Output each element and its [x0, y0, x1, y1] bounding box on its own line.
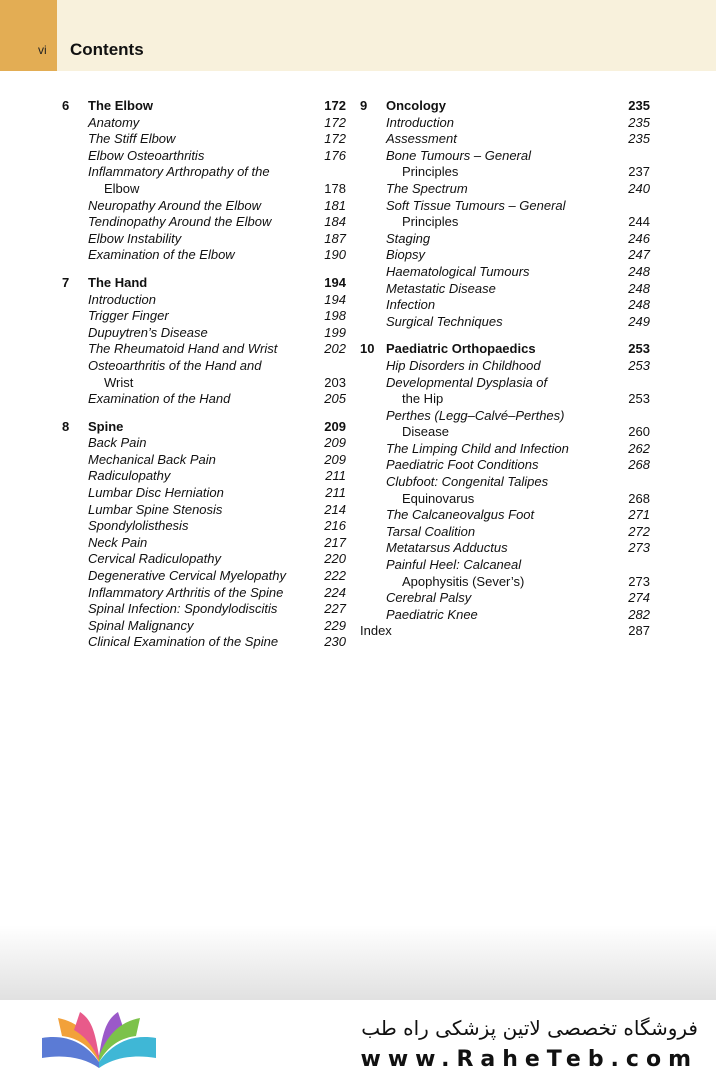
toc-entry-row — [62, 181, 346, 198]
page-ref: 271 — [628, 507, 650, 523]
page-ref: 247 — [628, 247, 650, 263]
toc-entry-row — [360, 375, 650, 392]
entry-title: Perthes (Legg–Calvé–Perthes) — [386, 407, 565, 423]
entry-title: Mechanical Back Pain — [88, 451, 216, 467]
page-ref: 273 — [628, 573, 650, 589]
toc-entry-row — [360, 198, 650, 215]
entry-title: Cerebral Palsy — [386, 590, 472, 606]
chapter-title: The Elbow — [88, 98, 153, 113]
page-ref: 217 — [324, 534, 346, 550]
toc-entry-row — [62, 485, 346, 502]
toc-entry-row — [360, 557, 650, 574]
page-ref: 246 — [628, 230, 650, 246]
toc-entry-row — [62, 634, 346, 651]
page-ref: 176 — [324, 147, 346, 163]
page-ref: 248 — [628, 263, 650, 279]
toc-entry-row — [62, 164, 346, 181]
toc-entry-row — [62, 452, 346, 469]
page-ref: 194 — [324, 274, 346, 290]
toc-entry-row — [62, 292, 346, 309]
entry-title: Inflammatory Arthritis of the Spine — [88, 584, 284, 600]
entry-title: Inflammatory Arthropathy of the — [88, 164, 270, 180]
toc-entry-row — [360, 607, 650, 624]
page-ref: 274 — [628, 590, 650, 606]
entry-title: Elbow — [104, 180, 140, 196]
toc-entry-row — [360, 574, 650, 591]
page-ref: 249 — [628, 313, 650, 329]
entry-title: Lumbar Spine Stenosis — [88, 501, 223, 517]
entry-title: Infection — [386, 297, 436, 313]
entry-title: Spondylolisthesis — [88, 518, 189, 534]
entry-title: Elbow Instability — [88, 230, 182, 246]
entry-title: Examination of the Elbow — [88, 247, 235, 263]
toc-entry-row — [360, 314, 650, 331]
toc-entry-row — [360, 297, 650, 314]
toc-entry-row — [360, 391, 650, 408]
page-title: Contents — [70, 40, 144, 59]
toc-entry-row — [360, 491, 650, 508]
toc-entry-row — [62, 502, 346, 519]
page-number: vi — [38, 43, 47, 57]
page-ref: 235 — [628, 98, 650, 113]
toc-entry-row — [62, 601, 346, 618]
toc-chapter-row — [62, 419, 346, 436]
page-ref: 253 — [628, 391, 650, 407]
chapter-number: 8 — [62, 418, 70, 434]
toc-entry-row — [360, 507, 650, 524]
toc-entry-row — [360, 474, 650, 491]
page-header — [0, 0, 716, 71]
toc-entry-row — [62, 308, 346, 325]
watermark-persian-text: فروشگاه تخصصی لاتین پزشکی راه طب — [361, 1016, 698, 1040]
page-ref: 184 — [324, 214, 346, 230]
chapter-number: 7 — [62, 274, 70, 290]
toc-spacer — [62, 408, 346, 419]
page-ref: 268 — [628, 490, 650, 506]
toc-entry-row — [360, 214, 650, 231]
page-ref: 214 — [324, 501, 346, 517]
toc-entry-row — [360, 358, 650, 375]
toc-entry-row — [360, 457, 650, 474]
chapter-title: Spine — [88, 418, 124, 434]
page-ref: 209 — [324, 435, 346, 451]
page-ref: 211 — [325, 485, 346, 501]
toc-spacer — [360, 330, 650, 341]
toc-entry-row — [360, 441, 650, 458]
entry-title: Metastatic Disease — [386, 280, 496, 296]
page-ref: 253 — [628, 357, 650, 373]
entry-title: Cervical Radiculopathy — [88, 551, 221, 567]
toc-entry-row — [360, 181, 650, 198]
page-ref: 227 — [324, 601, 346, 617]
chapter-number: 9 — [360, 98, 368, 113]
page-ref: 178 — [324, 180, 346, 196]
toc-entry-row — [62, 148, 346, 165]
toc-entry-row — [360, 131, 650, 148]
page-ref: 222 — [324, 568, 346, 584]
page-ref: 205 — [324, 391, 346, 407]
toc-entry-row — [360, 115, 650, 132]
page-ref: 230 — [324, 634, 346, 650]
entry-title: Biopsy — [386, 247, 426, 263]
toc-entry-row — [62, 585, 346, 602]
toc-entry-row — [360, 590, 650, 607]
page-ref: 244 — [628, 214, 650, 230]
toc-entry-row — [62, 115, 346, 132]
toc-spacer — [62, 264, 346, 275]
entry-title: Osteoarthritis of the Hand and — [88, 357, 262, 373]
toc-entry-row — [62, 518, 346, 535]
toc-entry-row — [62, 568, 346, 585]
page-ref: 287 — [628, 623, 650, 639]
book-logo-icon — [40, 1012, 158, 1068]
entry-title: Metatarsus Adductus — [386, 540, 508, 556]
toc-entry-row — [62, 535, 346, 552]
watermark-footer — [0, 1000, 716, 1079]
toc-entry-row — [360, 408, 650, 425]
page-ref: 211 — [325, 468, 346, 484]
toc-right-column — [360, 98, 650, 640]
page-ref: 248 — [628, 297, 650, 313]
entry-title: Wrist — [104, 374, 134, 390]
entry-title: Surgical Techniques — [386, 313, 503, 329]
header-tab — [0, 0, 57, 71]
entry-title: Paediatric Foot Conditions — [386, 457, 539, 473]
page-ref: 273 — [628, 540, 650, 556]
page-ref: 282 — [628, 606, 650, 622]
toc-entry-row — [360, 524, 650, 541]
page-ref: 240 — [628, 180, 650, 196]
toc-entry-row — [62, 325, 346, 342]
page-ref: 187 — [324, 230, 346, 246]
page-ref: 198 — [324, 308, 346, 324]
page-ref: 172 — [324, 114, 346, 130]
chapter-title: Oncology — [386, 98, 446, 113]
page-ref: 181 — [324, 197, 346, 213]
page-ref: 202 — [324, 341, 346, 357]
page-shadow — [0, 925, 716, 1000]
page-ref: 209 — [324, 451, 346, 467]
toc-chapter-row — [360, 98, 650, 115]
entry-title: Introduction — [88, 291, 156, 307]
page-ref: 216 — [324, 518, 346, 534]
page-ref: 253 — [628, 341, 650, 357]
toc-entry-row — [360, 540, 650, 557]
toc-entry-row — [62, 214, 346, 231]
entry-title: Haematological Tumours — [386, 263, 530, 279]
toc-entry-row — [360, 164, 650, 181]
toc-index-row — [360, 623, 650, 640]
entry-title: Equinovarus — [402, 490, 475, 506]
page-ref: 260 — [628, 424, 650, 440]
entry-title: Degenerative Cervical Myelopathy — [88, 568, 286, 584]
page-ref: 203 — [324, 374, 346, 390]
entry-title: The Calcaneovalgus Foot — [386, 507, 535, 523]
page-ref: 194 — [324, 291, 346, 307]
page-ref: 190 — [324, 247, 346, 263]
toc-entry-row — [360, 264, 650, 281]
page-ref: 248 — [628, 280, 650, 296]
watermark-url: www.RaheTeb.com — [360, 1047, 698, 1072]
entry-title: Assessment — [386, 131, 457, 147]
entry-title: Staging — [386, 230, 431, 246]
entry-title: Index — [360, 623, 392, 639]
chapter-number: 10 — [360, 341, 375, 357]
toc-chapter-row — [62, 275, 346, 292]
page-ref: 209 — [324, 418, 346, 434]
toc-chapter-row — [62, 98, 346, 115]
toc-chapter-row — [360, 341, 650, 358]
page-ref: 235 — [628, 114, 650, 130]
toc-entry-row — [62, 358, 346, 375]
toc-entry-row — [360, 148, 650, 165]
page-ref: 262 — [628, 440, 650, 456]
toc-entry-row — [62, 247, 346, 264]
page-ref: 229 — [324, 617, 346, 633]
page-ref: 220 — [324, 551, 346, 567]
entry-title: Neck Pain — [88, 534, 148, 550]
entry-title: Neuropathy Around the Elbow — [88, 197, 261, 213]
toc-entry-row — [360, 231, 650, 248]
chapter-title: The Hand — [88, 274, 148, 290]
entry-title: Examination of the Hand — [88, 391, 231, 407]
entry-title: The Spectrum — [386, 180, 468, 196]
toc-entry-row — [62, 468, 346, 485]
entry-title: Dupuytren’s Disease — [88, 324, 208, 340]
entry-title: Introduction — [386, 114, 454, 130]
toc-entry-row — [62, 551, 346, 568]
entry-title: The Rheumatoid Hand and Wrist — [88, 341, 278, 357]
toc-entry-row — [62, 341, 346, 358]
chapter-title: Paediatric Orthopaedics — [386, 341, 536, 357]
page-ref: 268 — [628, 457, 650, 473]
entry-title: Apophysitis (Sever’s) — [402, 573, 525, 589]
entry-title: Clubfoot: Congenital Talipes — [386, 474, 549, 490]
page-ref: 199 — [324, 324, 346, 340]
entry-title: Trigger Finger — [88, 308, 169, 324]
toc-left-column — [62, 98, 346, 651]
entry-title: Radiculopathy — [88, 468, 171, 484]
entry-title: Disease — [402, 424, 449, 440]
toc-entry-row — [360, 281, 650, 298]
toc-entry-row — [62, 435, 346, 452]
entry-title: Back Pain — [88, 435, 147, 451]
entry-title: Elbow Osteoarthritis — [88, 147, 205, 163]
entry-title: Principles — [402, 214, 459, 230]
chapter-number: 6 — [62, 98, 70, 113]
page-ref: 237 — [628, 164, 650, 180]
entry-title: Lumbar Disc Herniation — [88, 485, 224, 501]
toc-entry-row — [62, 618, 346, 635]
entry-title: The Stiff Elbow — [88, 131, 176, 147]
page-ref: 272 — [628, 523, 650, 539]
page-ref: 235 — [628, 131, 650, 147]
toc-entry-row — [360, 424, 650, 441]
toc-entry-row — [62, 198, 346, 215]
page-ref: 224 — [324, 584, 346, 600]
toc-entry-row — [62, 375, 346, 392]
entry-title: the Hip — [402, 391, 444, 407]
entry-title: Soft Tissue Tumours – General — [386, 197, 566, 213]
toc-entry-row — [360, 247, 650, 264]
toc-entry-row — [62, 231, 346, 248]
entry-title: The Limping Child and Infection — [386, 440, 569, 456]
entry-title: Anatomy — [88, 114, 140, 130]
entry-title: Painful Heel: Calcaneal — [386, 557, 522, 573]
entry-title: Spinal Malignancy — [88, 617, 194, 633]
entry-title: Hip Disorders in Childhood — [386, 357, 541, 373]
entry-title: Bone Tumours – General — [386, 147, 531, 163]
entry-title: Paediatric Knee — [386, 606, 478, 622]
toc-entry-row — [62, 131, 346, 148]
entry-title: Developmental Dysplasia of — [386, 374, 548, 390]
entry-title: Tarsal Coalition — [386, 523, 476, 539]
page-ref: 172 — [324, 98, 346, 113]
entry-title: Principles — [402, 164, 459, 180]
entry-title: Clinical Examination of the Spine — [88, 634, 279, 650]
page-ref: 172 — [324, 131, 346, 147]
entry-title: Tendinopathy Around the Elbow — [88, 214, 272, 230]
toc-entry-row — [62, 391, 346, 408]
entry-title: Spinal Infection: Spondylodiscitis — [88, 601, 278, 617]
